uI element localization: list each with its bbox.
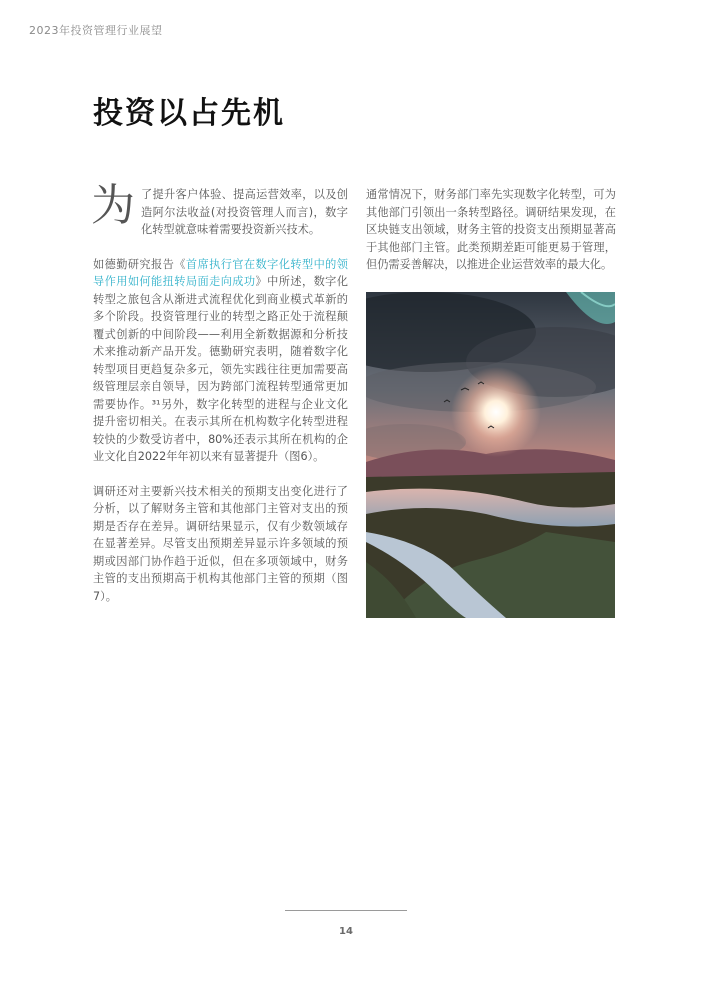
report-paragraph [93,256,348,466]
right-column [366,186,616,291]
intro-text: 了提升客户体验、提高运营效率，以及创造阿尔法收益(对投资管理人而言)，数字化转型就意味着需要投资新兴技术。 [141,188,348,236]
sunset-river-photo [366,292,615,618]
intro-paragraph [91,180,348,239]
page-number: 14 [339,926,353,937]
drop-cap: 为 [91,180,135,231]
left-column [91,180,348,622]
sunset-landscape-illustration [366,292,615,618]
finance-paragraph: 通常情况下，财务部门率先实现数字化转型，可为其他部门引领出一条转型路径。调研结果发现，在区块链支出领域，财务主管的投资支出预期显著高于其他部门主管。此类预期差距可能更易于管理，但仍需妥善解决，以推进企业运营效率的最大化。 [366,188,616,271]
footer-divider [285,910,407,911]
report-link[interactable]: 首席执行官在数字化转型中的领导作用如何能扭转局面走向成功 [93,257,348,288]
page-title: 投资以占先机 [93,96,285,131]
report-text-before: 如德勤研究报告《 [93,257,186,271]
survey-paragraph: 调研还对主要新兴技术相关的预期支出变化进行了分析，以了解财务主管和其他部门主管对支出的预期是否存在差异。调研结果显示，仅有少数领域存在显著差异。尽管支出预期差异显示许多领域的预期或因部门协作趋于近似，但在多项领域中，财务主管的支出预期高于机构其他部门主管的预期（图7）。 [93,484,348,603]
report-text-after: 》中所述，数字化转型之旅包含从渐进式流程优化到商业模式革新的多个阶段。投资管理行业的转型之路正处于流程颠覆式创新的中间阶段——利用全新数据源和分析技术来推动新产品开发。德勤研究表明，随着数字化转型项目更趋复杂多元，领先实践往往更加需要高级管理层亲自领导，因为跨部门流程转型通常更加需要协作。³¹另外，数字化转型的进程与企业文化提升密切相关。在表示其所在机构数字化转型进程较快的少数受访者中，80%还表示其所在机构的企业文化自2022年年初以来有显著提升（图6）。 [93,275,348,463]
running-header: 2023年投资管理行业展望 [29,24,163,37]
